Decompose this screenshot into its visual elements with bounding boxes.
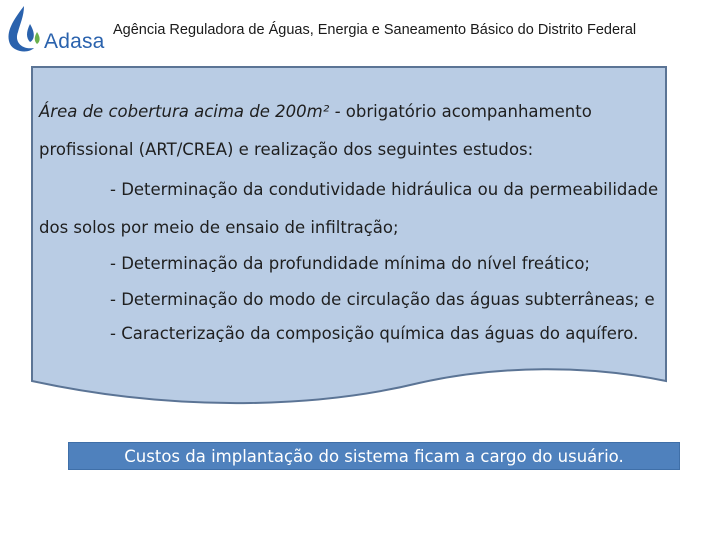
adasa-logo [4,4,105,56]
header [0,0,720,62]
panel-line-4: dos solos por meio de ensaio de infiltração; [39,218,399,237]
info-panel [29,65,669,411]
panel-line-6: - Determinação do modo de circulação das águas subterrâneas; e [110,290,655,309]
panel-content [29,65,720,411]
panel-line-7: - Caracterização da composição química das águas do aquífero. [110,324,639,343]
lead-text: obrigatório acompanhamento [340,102,592,121]
panel-lead-line [39,102,592,121]
panel-line-5: - Determinação da profundidade mínima do nível freático; [110,254,590,273]
agency-name: Agência Reguladora de Águas, Energia e Saneamento Básico do Distrito Federal [113,22,637,38]
panel-line-3: - Determinação da condutividade hidráulica ou da permeabilidade [110,180,659,199]
coverage-area-emphasis: Área de cobertura acima de 200m² - [39,102,341,121]
panel-line-2: profissional (ART/CREA) e realização dos seguintes estudos: [39,140,534,159]
logo-text: Adasa [44,30,105,53]
footer-banner: Custos da implantação do sistema ficam a cargo do usuário. [68,442,680,470]
